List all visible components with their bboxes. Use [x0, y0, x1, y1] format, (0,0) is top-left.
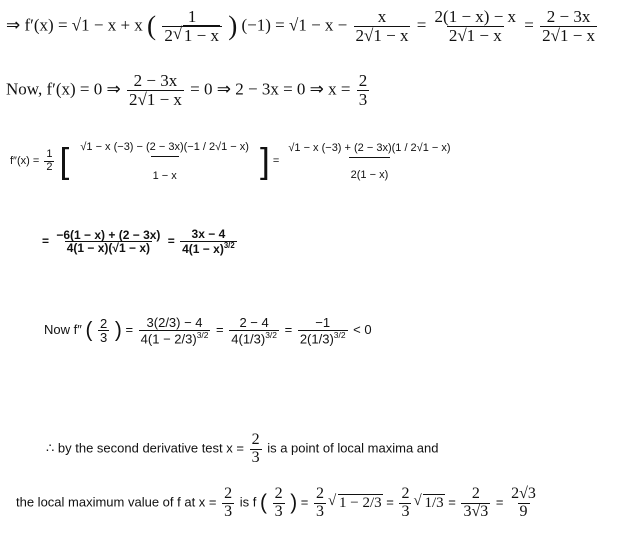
numerator: 2: [251, 431, 260, 448]
equals-sign: =: [272, 154, 280, 167]
fraction: [399, 486, 411, 521]
numerator: 2: [471, 485, 480, 502]
equals-sign: =: [416, 15, 427, 35]
denominator: [162, 26, 222, 45]
exponent: 3/2: [333, 329, 346, 340]
numerator: 3(2/3) − 4: [146, 315, 203, 330]
denominator-base: 4(1/3): [231, 330, 266, 346]
fraction: [98, 317, 109, 345]
equals-sign: =: [42, 233, 50, 248]
denominator: 2: [46, 160, 53, 173]
equals-sign: =: [524, 15, 534, 35]
denominator: 3: [274, 502, 283, 520]
denominator: 1 − x: [151, 156, 179, 183]
denominator: 2√1 − x: [128, 89, 182, 109]
numerator: √1 − x (−3) + (2 − 3x)(1 / 2√1 − x): [288, 142, 451, 154]
paren-open: (: [260, 490, 267, 514]
numerator: 2: [358, 71, 368, 90]
denominator: 4(1 − x)(√1 − x): [66, 241, 151, 256]
denominator: 3: [100, 330, 108, 346]
fraction: [461, 486, 490, 521]
evaluation-line: [44, 316, 372, 346]
equals-sign: =: [216, 322, 224, 338]
expression-mid: (−1) = √1 − x −: [241, 15, 348, 35]
simplified-line: [42, 228, 239, 255]
second-derivative-lhs: f″(x) =: [10, 154, 40, 167]
numerator: −6(1 − x) + (2 − 3x): [56, 227, 161, 242]
fraction: [162, 8, 222, 45]
denominator: 2√1 − x: [355, 25, 409, 45]
conclusion-suffix: is a point of local maxima and: [267, 440, 439, 456]
maximum-value-line: [16, 486, 540, 521]
bracket-open: [: [59, 141, 70, 181]
exponent: 3/2: [196, 329, 209, 340]
square-root: [413, 495, 444, 512]
paren-close: ): [228, 10, 238, 41]
equals-sign: =: [448, 494, 456, 510]
line-prefix: Now f″: [44, 322, 82, 338]
numerator: 1: [46, 148, 53, 160]
fraction: [180, 228, 237, 255]
is-f-text: is f: [239, 494, 257, 510]
equals-sign: =: [386, 494, 394, 510]
denominator: 3: [224, 502, 233, 520]
denominator-base: 4(1 − 2/3): [140, 330, 197, 346]
numerator: 2 − 3x: [546, 7, 591, 26]
fraction: [509, 486, 538, 521]
conclusion-prefix: ∴ by the second derivative test x =: [46, 440, 244, 456]
numerator: 2: [315, 485, 324, 502]
fraction: [433, 8, 519, 45]
fraction: [354, 8, 411, 45]
fraction: [229, 316, 279, 346]
radicand: 1/3: [424, 494, 444, 511]
denominator: 3: [358, 89, 368, 109]
numerator: 1: [187, 7, 197, 26]
numerator: 2 − 4: [239, 315, 269, 330]
fraction: [284, 141, 454, 181]
denominator: 3√3: [463, 502, 489, 520]
radicand: 1 − x: [183, 25, 219, 45]
bracket-close: ]: [260, 141, 270, 181]
fraction: [540, 8, 597, 45]
inequality: < 0: [353, 322, 372, 338]
paren-open: (: [147, 10, 157, 41]
equals-sign: =: [495, 494, 504, 510]
line-prefix: Now, f′(x) = 0 ⇒: [6, 79, 121, 99]
denominator: 3: [401, 502, 410, 520]
fraction: [74, 140, 255, 182]
radicand: 1 − 2/3: [338, 494, 382, 511]
paren-close: ): [114, 318, 122, 342]
numerator: √1 − x (−3) − (2 − 3x)(−1 / 2√1 − x): [80, 141, 249, 153]
equals-sign: =: [284, 322, 293, 338]
denominator: 2√1 − x: [448, 25, 502, 45]
numerator: 2 − 3x: [133, 71, 178, 90]
fraction: [298, 316, 348, 346]
fraction: [222, 486, 234, 521]
fraction: [127, 72, 184, 109]
conclusion-line: [46, 432, 438, 467]
denominator: 9: [519, 502, 528, 520]
numerator: 2: [100, 315, 108, 331]
denominator-base: 2(1/3): [299, 330, 334, 346]
square-root: [328, 495, 383, 512]
denominator-base: 4(1 − x): [182, 241, 224, 256]
fraction: [273, 486, 285, 521]
equals-sign: =: [167, 233, 175, 248]
denominator: [298, 330, 348, 346]
numerator: 2: [401, 485, 410, 502]
fraction: [139, 316, 211, 346]
fraction: [44, 149, 54, 173]
numerator: 2√3: [511, 485, 536, 502]
numerator: 2: [224, 485, 233, 502]
numerator: 2(1 − x) − x: [434, 7, 517, 26]
fraction: [54, 229, 162, 255]
denominator: [139, 330, 211, 346]
numerator: x: [377, 7, 387, 26]
fraction: [357, 72, 370, 109]
denominator: 2√1 − x: [542, 25, 596, 45]
equals-sign: =: [300, 494, 309, 510]
numerator: 2: [274, 485, 283, 502]
equals-sign: =: [125, 322, 134, 338]
expression-rest: = 0 ⇒ 2 − 3x = 0 ⇒ x =: [190, 79, 351, 99]
denominator: 2(1 − x): [349, 157, 391, 182]
second-derivative-line: [10, 140, 457, 182]
paren-open: (: [85, 318, 93, 342]
derivative-line: [6, 8, 599, 45]
value-prefix: the local maximum value of f at x =: [16, 494, 217, 510]
denominator: [229, 330, 279, 346]
first-derivative-lhs: ⇒ f′(x) = √1 − x + x: [6, 15, 143, 35]
coefficient: 2: [164, 25, 173, 45]
critical-point-line: [6, 72, 371, 109]
square-root: [173, 27, 220, 45]
numerator: −1: [315, 315, 331, 330]
denominator: 3: [251, 448, 260, 466]
denominator: [180, 241, 237, 256]
numerator: 3x − 4: [191, 227, 226, 241]
fraction: [314, 486, 326, 521]
paren-close: ): [290, 490, 298, 514]
fraction: [250, 432, 262, 467]
exponent: 3/2: [265, 329, 277, 340]
exponent: 3/2: [223, 240, 235, 250]
denominator: 3: [315, 502, 324, 520]
